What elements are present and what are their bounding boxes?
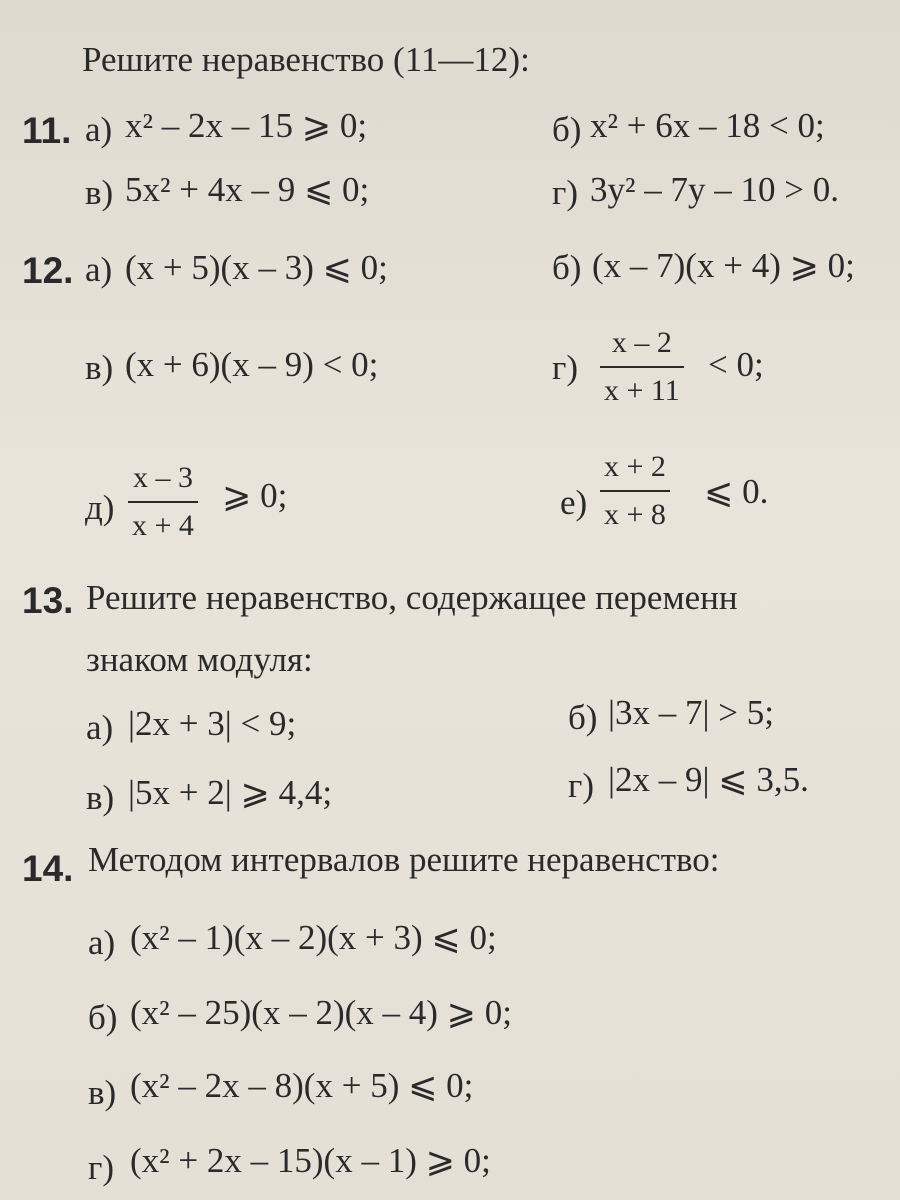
problem-14-g-label: г)	[88, 1148, 115, 1187]
problem-14-v-label: в)	[88, 1073, 117, 1112]
problem-12-e-denominator: x + 8	[604, 498, 666, 531]
problem-13-v-expression: |5x + 2| ⩾ 4,4;	[128, 773, 333, 812]
problem-14-v-expression: (x² – 2x – 8)(x + 5) ⩽ 0;	[130, 1066, 474, 1105]
problem-12-d-numerator: x – 3	[132, 461, 193, 494]
problem-13-b-label: б)	[568, 698, 598, 737]
fraction-bar	[600, 490, 670, 492]
problem-13-v-label: в)	[86, 778, 115, 817]
problem-13-number: 13.	[22, 580, 74, 621]
problem-14-g-expression: (x² + 2x – 15)(x – 1) ⩾ 0;	[130, 1141, 491, 1180]
problem-11-a-expression: x² – 2x – 15 ⩾ 0;	[125, 106, 368, 145]
problem-11-b-expression: x² + 6x – 18 < 0;	[590, 106, 825, 145]
problem-14-b-expression: (x² – 25)(x – 2)(x – 4) ⩾ 0;	[130, 993, 512, 1032]
problem-12-d-tail: ⩾ 0;	[222, 476, 288, 515]
problem-11-number: 11.	[22, 110, 72, 151]
problem-13-a-expression: |2x + 3| < 9;	[128, 704, 297, 743]
problem-13-b-expression: |3x – 7| > 5;	[608, 693, 774, 732]
problem-12-number: 12.	[22, 250, 74, 291]
problem-14-a-label: а)	[88, 923, 116, 962]
problem-12-e-tail: ⩽ 0.	[704, 472, 769, 511]
fraction-bar	[128, 501, 198, 503]
problem-13-text-line1: Решите неравенство, содержащее переменн	[86, 578, 738, 617]
problem-13-text-line2: знаком модуля:	[86, 640, 313, 679]
problem-12-d-label: д)	[85, 488, 115, 527]
fraction-bar	[600, 366, 684, 368]
problem-12-b-expression: (x – 7)(x + 4) ⩾ 0;	[592, 246, 855, 285]
problem-12-g-denominator: x + 11	[604, 374, 680, 407]
problem-12-e-fraction	[600, 452, 670, 530]
problem-12-a-expression: (x + 5)(x – 3) ⩽ 0;	[125, 248, 388, 287]
problem-13-g-expression: |2x – 9| ⩽ 3,5.	[608, 760, 809, 799]
problem-11-g-label: г)	[552, 173, 579, 212]
problem-12-d-fraction	[128, 463, 198, 541]
problem-12-b-label: б)	[552, 248, 582, 287]
problem-12-g-numerator: x – 2	[611, 326, 672, 359]
problem-14-text: Методом интервалов решите неравенство:	[88, 840, 720, 879]
problem-12-g-fraction	[600, 328, 684, 406]
problem-12-v-expression: (x + 6)(x – 9) < 0;	[125, 345, 379, 384]
problem-12-d-denominator: x + 4	[132, 509, 194, 542]
problem-11-a-label: а)	[85, 110, 113, 149]
problem-12-e-numerator: x + 2	[604, 450, 666, 483]
problem-11-b-label: б)	[552, 110, 582, 149]
problem-11-g-expression: 3y² – 7y – 10 > 0.	[590, 170, 839, 209]
problem-11-v-label: в)	[85, 173, 114, 212]
problem-12-g-tail: < 0;	[708, 345, 764, 384]
problem-14-a-expression: (x² – 1)(x – 2)(x + 3) ⩽ 0;	[130, 918, 497, 957]
problem-14-b-label: б)	[88, 998, 118, 1037]
problem-11-v-expression: 5x² + 4x – 9 ⩽ 0;	[125, 170, 370, 209]
problem-14-number: 14.	[22, 848, 74, 889]
section-heading: Решите неравенство (11—12):	[82, 40, 530, 79]
problem-13-g-label: г)	[568, 766, 595, 805]
problem-12-g-label: г)	[552, 348, 579, 387]
problem-12-e-label: е)	[560, 483, 588, 522]
problem-12-a-label: а)	[85, 250, 113, 289]
problem-12-v-label: в)	[85, 348, 114, 387]
problem-13-a-label: а)	[86, 708, 114, 747]
